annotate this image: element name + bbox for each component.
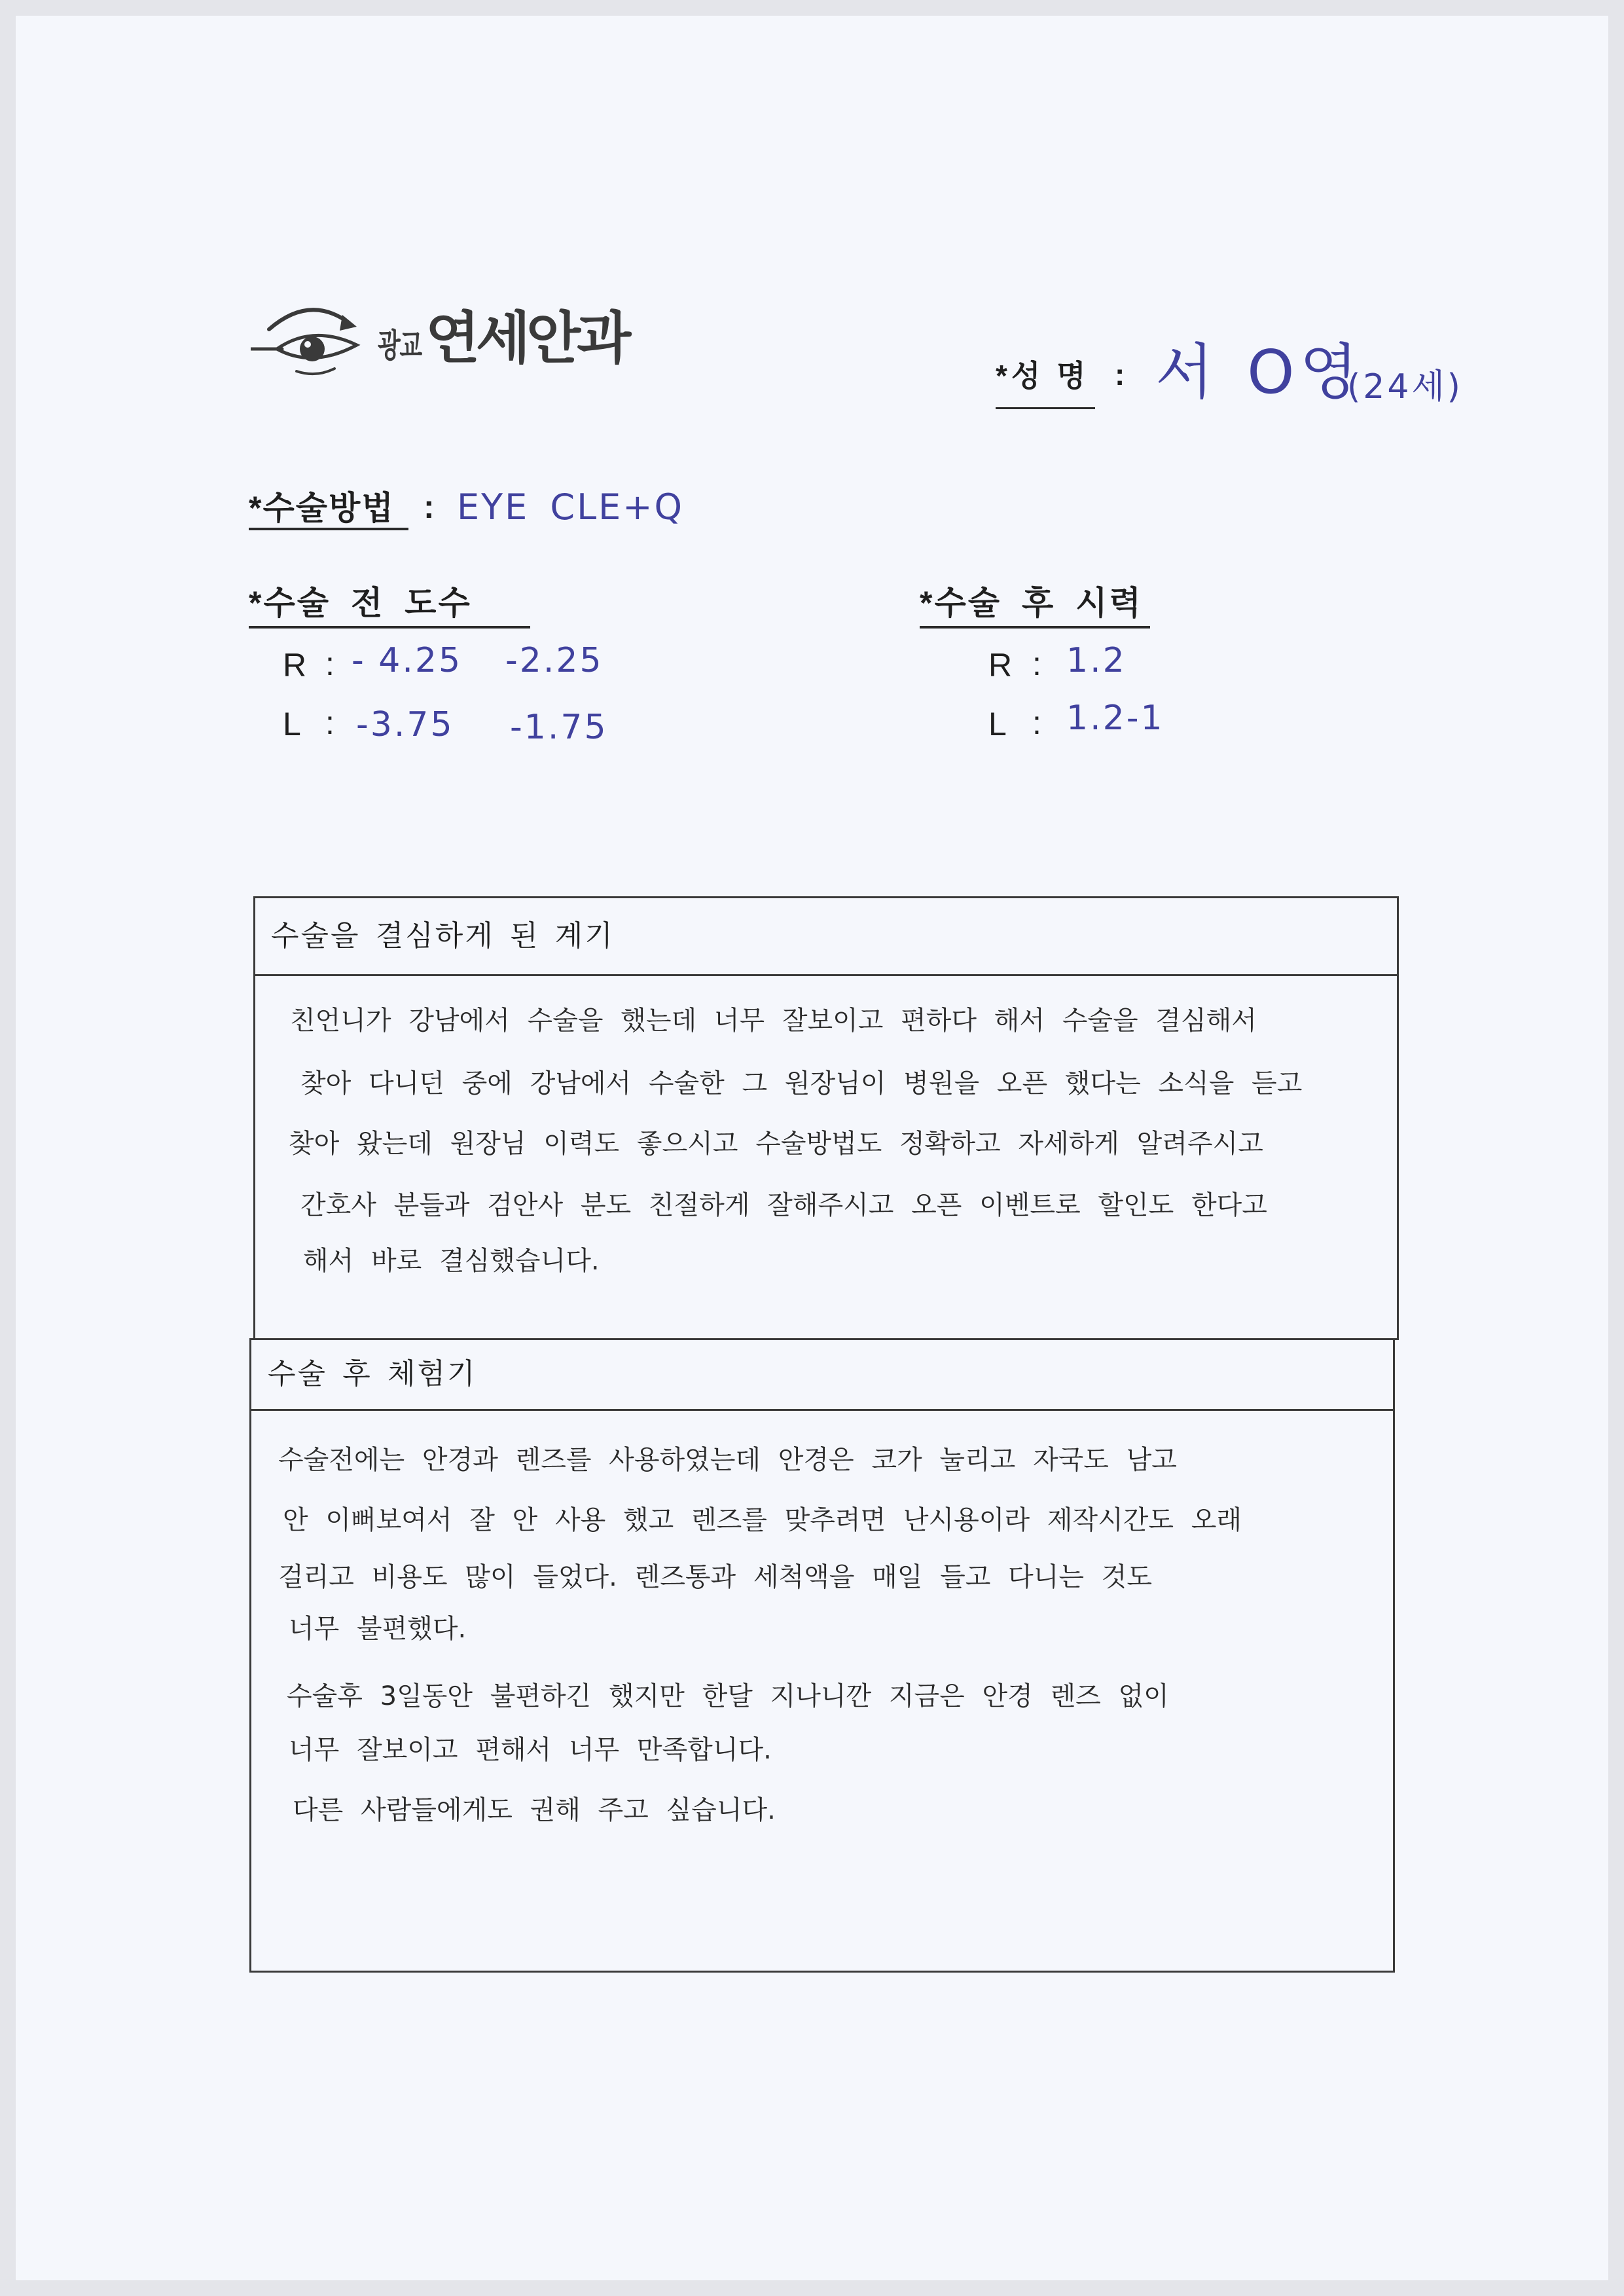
surgery-method-underline bbox=[249, 528, 408, 530]
pre-op-right-sphere: - 4.25 bbox=[352, 641, 463, 680]
experience-text-line: 너무 불편했다. bbox=[289, 1614, 467, 1644]
reason-text-line: 찾아 다니던 중에 강남에서 수술한 그 원장님이 병원을 오픈 했다는 소식을 듣고 bbox=[300, 1068, 1303, 1099]
experience-title: 수술 후 체험기 bbox=[268, 1358, 477, 1390]
reason-text-line: 간호사 분들과 검안사 분도 친절하게 잘해주시고 오픈 이벤트로 할인도 한다고 bbox=[300, 1190, 1267, 1220]
experience-text-line: 너무 잘보이고 편해서 너무 만족합니다. bbox=[289, 1735, 772, 1765]
post-op-label: *수술 후 시력 bbox=[920, 585, 1143, 621]
pre-op-underline bbox=[249, 626, 530, 629]
reason-text-line: 친언니가 강남에서 수술을 했는데 너무 잘보이고 편하다 해서 수술을 결심해서 bbox=[290, 1006, 1257, 1036]
pre-op-label: *수술 전 도수 bbox=[249, 585, 472, 621]
post-op-right-colon: : bbox=[1032, 646, 1041, 682]
pre-op-left-eye-label: L bbox=[283, 706, 301, 742]
pre-op-right-colon: : bbox=[325, 646, 334, 682]
experience-text-line: 다른 사람들에게도 권해 주고 싶습니다. bbox=[293, 1795, 776, 1825]
post-op-right-eye-label: R bbox=[988, 647, 1013, 683]
experience-text-line: 걸리고 비용도 많이 들었다. 렌즈통과 세척액을 매일 들고 다니는 것도 bbox=[278, 1562, 1153, 1592]
pre-op-left-sphere: -3.75 bbox=[356, 705, 454, 744]
logo-clinic-name: 연세안과 bbox=[425, 307, 628, 370]
name-colon: : bbox=[1115, 357, 1125, 392]
surgery-reason-title: 수술을 결심하게 된 계기 bbox=[271, 920, 615, 952]
pre-op-left-colon: : bbox=[325, 704, 334, 741]
experience-text-line: 수술전에는 안경과 렌즈를 사용하였는데 안경은 코가 눌리고 자국도 남고 bbox=[278, 1445, 1177, 1475]
pre-op-right-eye-label: R bbox=[283, 647, 307, 683]
name-label: *성 명 bbox=[996, 359, 1090, 393]
reason-text-line: 찾아 왔는데 원장님 이력도 좋으시고 수술방법도 정확하고 자세하게 알려주시고 bbox=[289, 1129, 1263, 1159]
experience-text-line: 안 이뻐보여서 잘 안 사용 했고 렌즈를 맞추려면 난시용이라 제작시간도 오래 bbox=[283, 1505, 1242, 1535]
post-op-left-colon: : bbox=[1032, 704, 1041, 741]
post-op-left-eye-label: L bbox=[988, 706, 1007, 742]
surgery-method-value: EYE CLE+Q bbox=[457, 486, 685, 528]
pre-op-right-cylinder: -2.25 bbox=[505, 641, 604, 680]
eye-icon bbox=[251, 298, 369, 380]
patient-age-handwritten: (24세) bbox=[1347, 367, 1463, 407]
experience-text-line: 수술후 3일동안 불편하긴 했지만 한달 지나니깐 지금은 안경 렌즈 없이 bbox=[287, 1681, 1169, 1711]
pre-op-left-cylinder: -1.75 bbox=[510, 708, 608, 747]
surgery-reason-header bbox=[255, 898, 1397, 976]
surgery-reason-box bbox=[253, 896, 1399, 1340]
reason-text-line: 해서 바로 결심했습니다. bbox=[303, 1246, 600, 1276]
surgery-method-label: *수술방법 bbox=[249, 490, 395, 526]
post-op-left-acuity: 1.2-1 bbox=[1066, 699, 1164, 738]
post-surgery-experience-box bbox=[249, 1338, 1395, 1973]
post-op-right-acuity: 1.2 bbox=[1066, 641, 1127, 680]
patient-name-handwritten: 서 O영 bbox=[1155, 337, 1363, 407]
post-op-underline bbox=[920, 626, 1150, 629]
surgery-method-colon: : bbox=[424, 488, 435, 525]
experience-header bbox=[251, 1340, 1393, 1411]
name-label-underline bbox=[996, 407, 1095, 409]
logo-region-text: 광교 bbox=[378, 327, 422, 364]
